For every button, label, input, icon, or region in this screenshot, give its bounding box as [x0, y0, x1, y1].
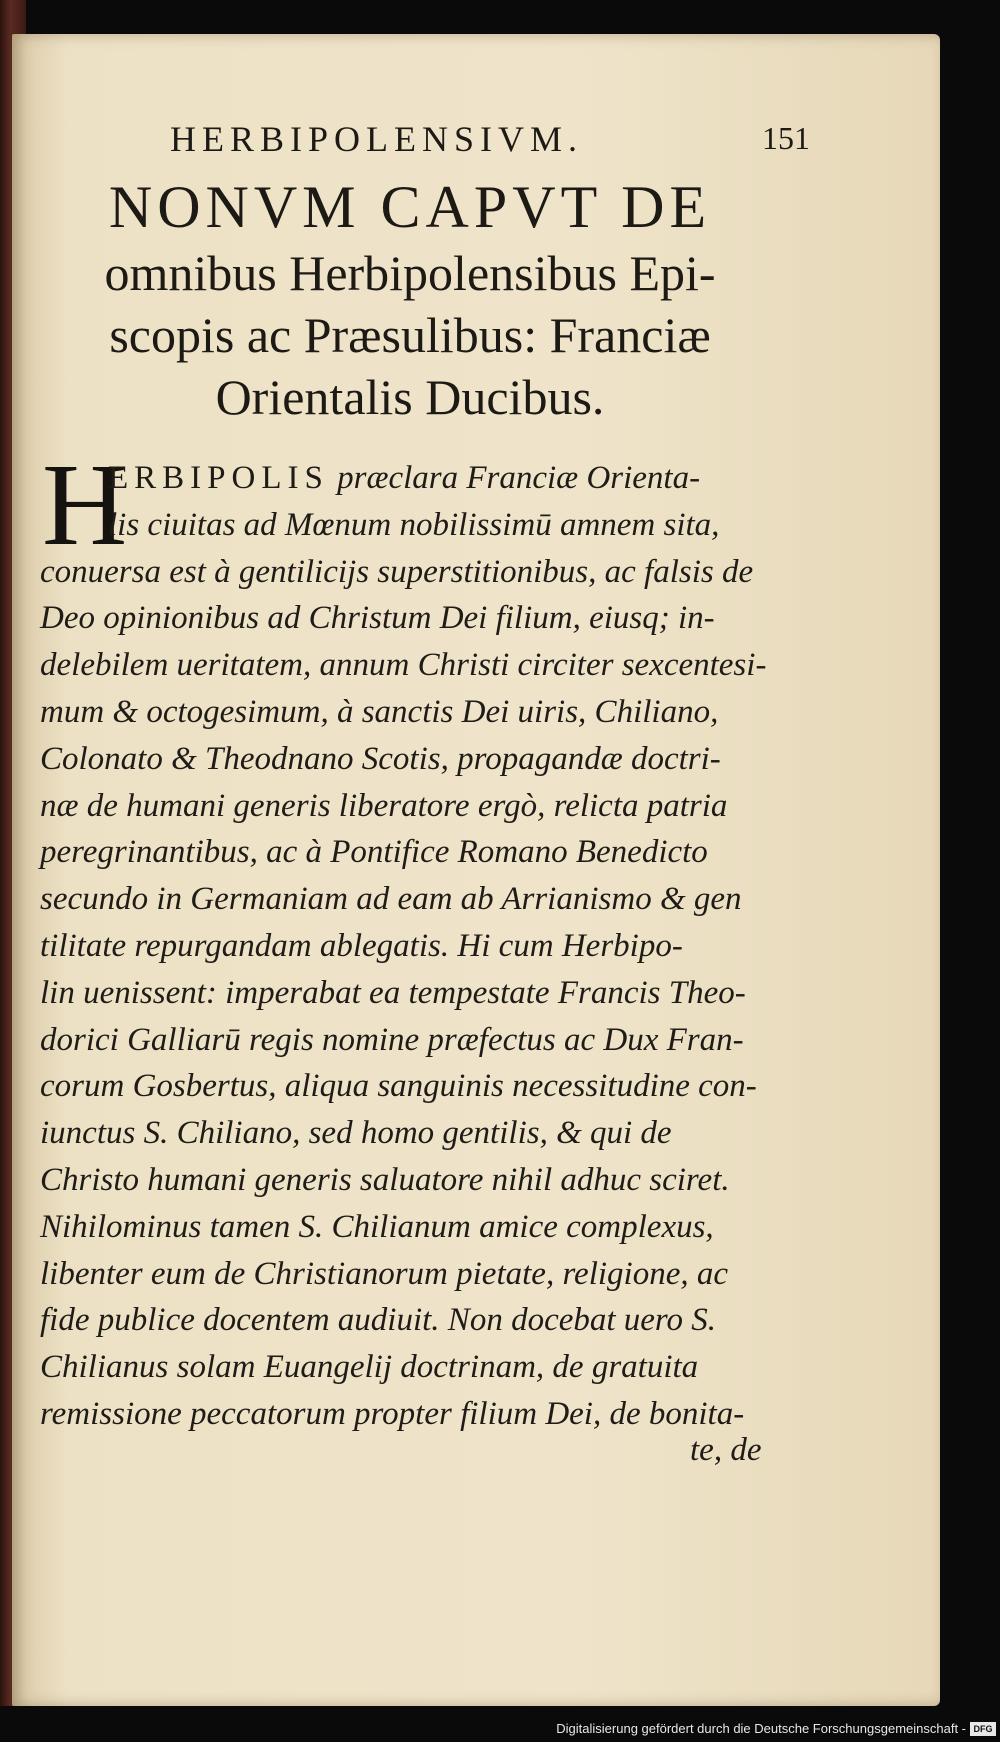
- chapter-title-line-1: NONVM CAPVT DE: [108, 174, 712, 240]
- running-head: HERBIPOLENSIVM.: [170, 119, 584, 159]
- body-line: peregrinantibus, ac à Pontifice Romano Benedicto: [40, 834, 708, 871]
- catchword: te, de: [690, 1432, 762, 1468]
- body-line: Nihilominus tamen S. Chilianum amice complexus,: [40, 1208, 714, 1245]
- body-line: conuersa est à gentilicijs superstitionibus, ac falsis de: [40, 553, 754, 590]
- body-line: mum & octogesimum, à sanctis Dei uiris, Chiliano,: [40, 693, 719, 730]
- body-line: lin uenissent: imperabat ea tempestate Francis Theo-: [40, 974, 746, 1011]
- drop-cap-initial: H: [42, 439, 128, 570]
- body-line: næ de humani generis liberatore ergò, relicta patria: [40, 787, 728, 824]
- body-line: libenter eum de Christianorum pietate, religione, ac: [40, 1255, 729, 1292]
- body-line: corum Gosbertus, aliqua sanguinis necessitudine con-: [40, 1068, 757, 1105]
- body-line: fide publice docentem audiuit. Non docebat uero S.: [40, 1302, 717, 1339]
- dfg-logo[interactable]: DFG: [970, 1722, 996, 1736]
- body-line: [40, 455, 770, 502]
- chapter-title-line-2: omnibus Herbipolensibus Epi-: [104, 245, 716, 301]
- lead-word: ERBIPOLIS: [108, 460, 329, 496]
- body-line: iunctus S. Chiliano, sed homo gentilis, & qui de: [40, 1115, 672, 1152]
- chapter-title-line-4: Orientalis Ducibus.: [215, 369, 605, 425]
- body-text: [40, 439, 770, 1438]
- body-line: dorici Galliarū regis nomine præfectus ac Dux Fran-: [40, 1021, 744, 1058]
- body-line: lis ciuitas ad Mœnum nobilissimū amnem sita,: [108, 506, 720, 543]
- body-line: delebilem ueritatem, annum Christi circiter sexcentesi-: [40, 647, 767, 684]
- body-line: Christo humani generis saluatore nihil adhuc sciret.: [40, 1161, 730, 1198]
- chapter-title-line-3: scopis ac Præsulibus: Franciæ: [109, 307, 711, 363]
- body-line: Deo opinionibus ad Christum Dei filium, eiusq; in-: [40, 600, 715, 637]
- page-number: 151: [762, 120, 810, 156]
- body-line-1-rest: præclara Franciæ Orienta-: [328, 460, 701, 496]
- body-line: Chilianus solam Euangelij doctrinam, de gratuita: [40, 1349, 699, 1386]
- digitization-credit: Digitalisierung gefördert durch die Deutsche Forschungsgemeinschaft -: [556, 1721, 966, 1736]
- body-line: secundo in Germaniam ad eam ab Arrianismo & gen: [40, 881, 742, 918]
- body-line: Colonato & Theodnano Scotis, propagandæ doctri-: [40, 740, 721, 777]
- chapter-title: [40, 172, 780, 428]
- body-line: tilitate repurgandam ablegatis. Hi cum Herbipo-: [40, 927, 683, 964]
- body-line: remissione peccatorum propter filium Dei, de bonita-: [40, 1395, 745, 1432]
